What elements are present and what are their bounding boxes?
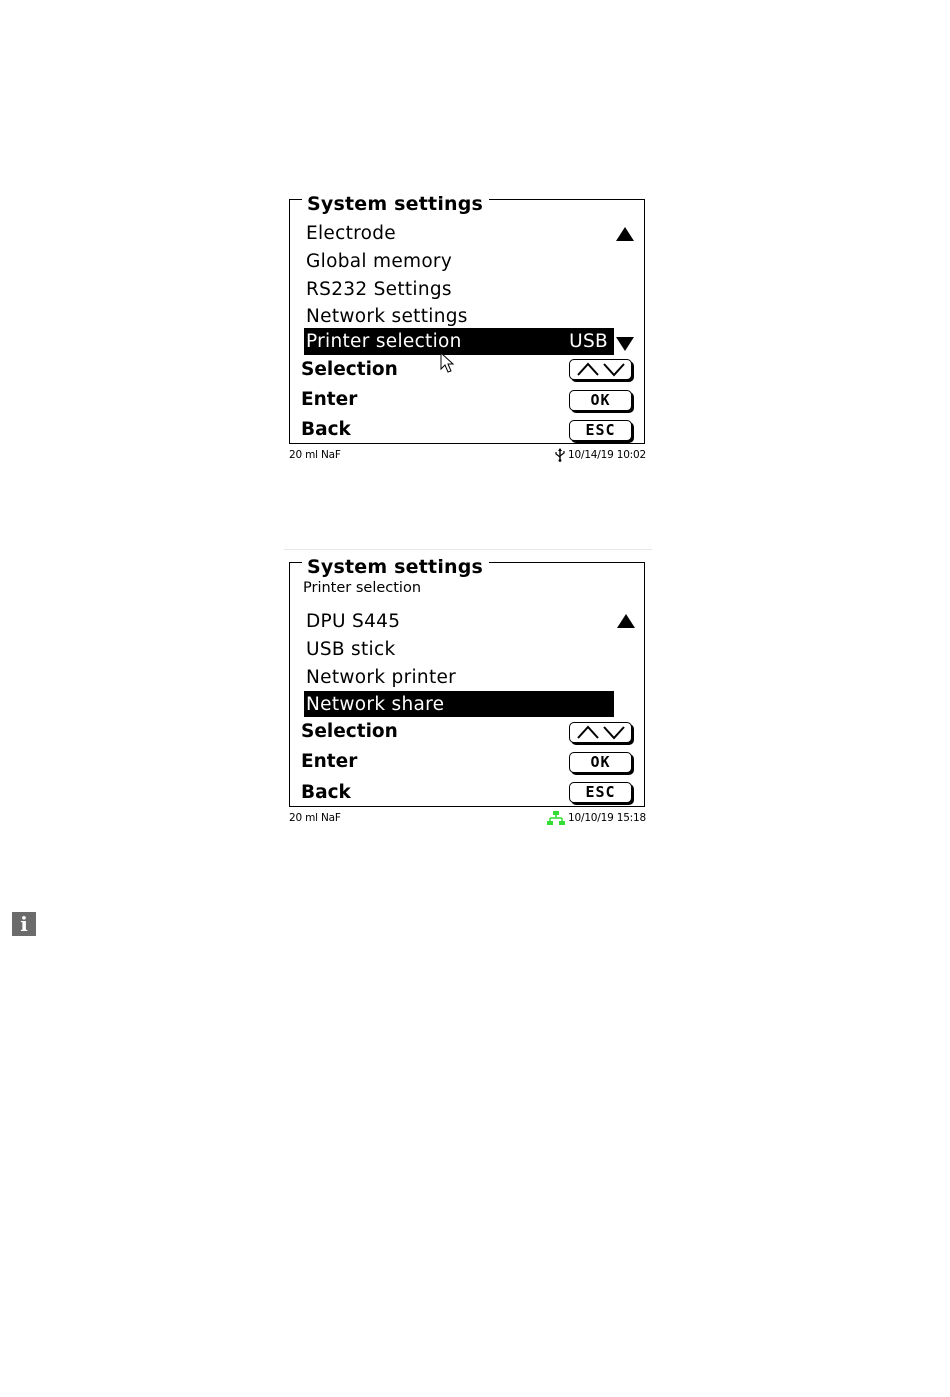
esc-button[interactable]: ESC <box>569 782 632 803</box>
menu-item-global-memory[interactable] <box>304 248 614 275</box>
menu-item-value: USB <box>569 331 608 352</box>
menu-item-printer-selection[interactable] <box>304 328 614 355</box>
info-icon: i <box>12 912 36 936</box>
menu-item-label: Network settings <box>306 306 468 327</box>
usb-icon <box>555 448 565 462</box>
menu-item-label: DPU S445 <box>306 611 401 632</box>
selection-arrows-button[interactable] <box>569 359 632 380</box>
menu-item-dpu-s445[interactable] <box>304 608 614 635</box>
menu-item-label: Printer selection <box>306 331 462 352</box>
up-down-arrows-icon <box>575 362 627 377</box>
selection-label: Selection <box>301 359 398 380</box>
menu-item-label: Network share <box>306 694 445 715</box>
selection-label: Selection <box>301 721 398 742</box>
menu-item-label: USB stick <box>306 639 396 660</box>
network-icon <box>547 811 565 825</box>
scroll-down-icon[interactable] <box>616 337 634 351</box>
menu-item-label: RS232 Settings <box>306 279 452 300</box>
ok-button[interactable]: OK <box>569 390 632 411</box>
back-label: Back <box>301 782 351 803</box>
divider <box>284 549 652 550</box>
menu-item-electrode[interactable] <box>304 220 614 247</box>
menu-item-label: Electrode <box>306 223 396 244</box>
method-name: 20 ml NaF <box>289 812 341 824</box>
status-bar <box>288 448 648 462</box>
scroll-up-icon[interactable] <box>617 614 635 628</box>
screen-frame <box>289 193 645 444</box>
screen-title: System settings <box>302 556 489 578</box>
enter-label: Enter <box>301 389 358 410</box>
screen-frame <box>289 556 645 807</box>
menu-item-label: Global memory <box>306 251 453 272</box>
status-datetime: 10/10/19 15:18 <box>568 812 646 824</box>
screen-subtitle: Printer selection <box>303 580 422 596</box>
menu-item-network-printer[interactable] <box>304 664 614 691</box>
up-down-arrows-icon <box>575 725 627 740</box>
enter-label: Enter <box>301 751 358 772</box>
scroll-up-icon[interactable] <box>616 227 634 241</box>
back-label: Back <box>301 419 351 440</box>
menu-item-label: Network printer <box>306 667 457 688</box>
mouse-pointer-icon <box>440 352 456 374</box>
menu-item-usb-stick[interactable] <box>304 636 614 663</box>
status-datetime: 10/14/19 10:02 <box>568 449 646 461</box>
ok-button[interactable]: OK <box>569 752 632 773</box>
esc-button[interactable]: ESC <box>569 420 632 441</box>
method-name: 20 ml NaF <box>289 449 341 461</box>
menu-item-network-settings[interactable] <box>304 303 614 330</box>
menu-item-network-share[interactable] <box>304 691 614 717</box>
status-bar <box>288 811 648 825</box>
selection-arrows-button[interactable] <box>569 722 632 743</box>
menu-item-rs232-settings[interactable] <box>304 276 614 303</box>
screen-title: System settings <box>302 193 489 215</box>
